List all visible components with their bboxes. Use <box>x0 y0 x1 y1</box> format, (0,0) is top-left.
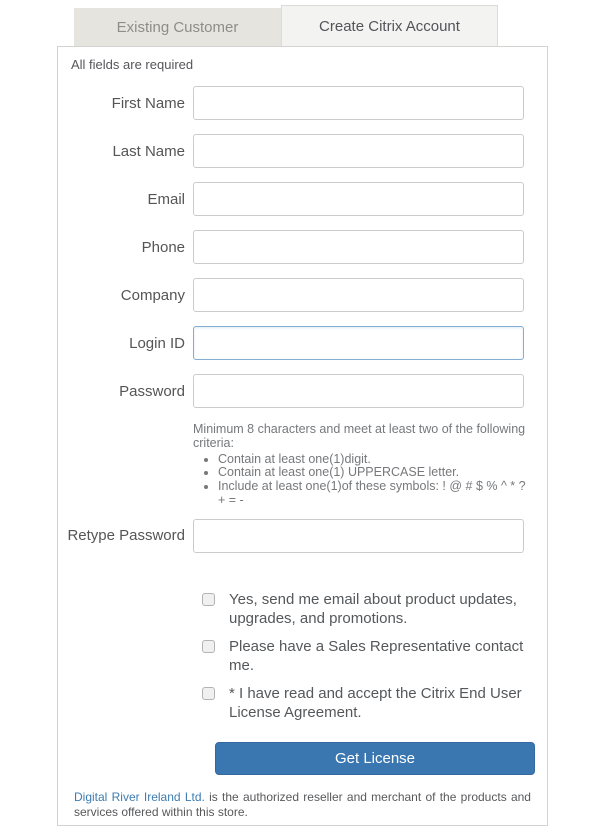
last-name-label: Last Name <box>112 142 185 160</box>
tab-existing-customer[interactable] <box>74 8 281 46</box>
password-criteria-list <box>193 453 529 508</box>
password-criteria-item: • Include at least one(1)of these symbols: ! @ # $ % ^ * ? + = - <box>218 480 529 508</box>
tab-create-citrix-account[interactable] <box>281 5 498 46</box>
phone-label: Phone <box>141 238 185 256</box>
digital-river-link[interactable]: Digital River Ireland Ltd. <box>74 789 205 804</box>
password-criteria-intro: Minimum 8 characters and meet at least two of the following criteria: <box>193 422 526 450</box>
password-criteria <box>193 423 529 508</box>
company-label: Company <box>120 286 185 304</box>
password-criteria-item: • Contain at least one(1)digit. <box>218 453 529 467</box>
tab-existing-customer-label: Existing Customer <box>116 18 239 36</box>
form-row-phone <box>58 230 547 264</box>
email-optin-label[interactable]: Yes, send me email about product updates, upgrades, and promotions. <box>229 590 517 627</box>
form-row-last-name <box>58 134 547 168</box>
checkbox-group <box>202 590 547 722</box>
password-input[interactable] <box>193 374 524 408</box>
eula-label[interactable]: * I have read and accept the Citrix End User License Agreement. <box>229 684 522 721</box>
tab-create-citrix-account-label: Create Citrix Account <box>319 17 460 35</box>
phone-input[interactable] <box>193 230 524 264</box>
password-criteria-item: • Contain at least one(1) UPPERCASE letter. <box>218 466 529 480</box>
email-input[interactable] <box>193 182 524 216</box>
footer-disclaimer <box>74 790 531 821</box>
login-id-label: Login ID <box>129 334 185 352</box>
checkbox-row-sales-contact <box>202 637 547 675</box>
email-optin-checkbox[interactable] <box>202 593 215 606</box>
eula-checkbox[interactable] <box>202 687 215 700</box>
required-note: All fields are required <box>71 57 194 72</box>
form-row-password <box>58 374 547 408</box>
form-fields <box>58 86 547 408</box>
checkbox-row-eula <box>202 684 547 722</box>
form-row-first-name <box>58 86 547 120</box>
form-row-email <box>58 182 547 216</box>
form-row-retype-password <box>58 519 547 553</box>
first-name-label: First Name <box>111 94 185 112</box>
form-row-company <box>58 278 547 312</box>
account-form-panel <box>57 46 548 826</box>
password-label: Password <box>119 382 185 400</box>
sales-contact-checkbox[interactable] <box>202 640 215 653</box>
first-name-input[interactable] <box>193 86 524 120</box>
form-row-login-id <box>58 326 547 360</box>
login-id-input[interactable] <box>193 326 524 360</box>
last-name-input[interactable] <box>193 134 524 168</box>
email-label: Email <box>147 190 185 208</box>
checkbox-row-email-optin <box>202 590 547 628</box>
footer-disclaimer-text: is the authorized reseller and merchant of the products and services offered within this store. <box>74 789 531 820</box>
company-input[interactable] <box>193 278 524 312</box>
tab-bar <box>74 0 498 46</box>
get-license-button[interactable]: Get License <box>215 742 535 775</box>
retype-password-input[interactable] <box>193 519 524 553</box>
sales-contact-label[interactable]: Please have a Sales Representative contact me. <box>229 637 524 674</box>
retype-password-label: Retype Password <box>67 527 185 545</box>
